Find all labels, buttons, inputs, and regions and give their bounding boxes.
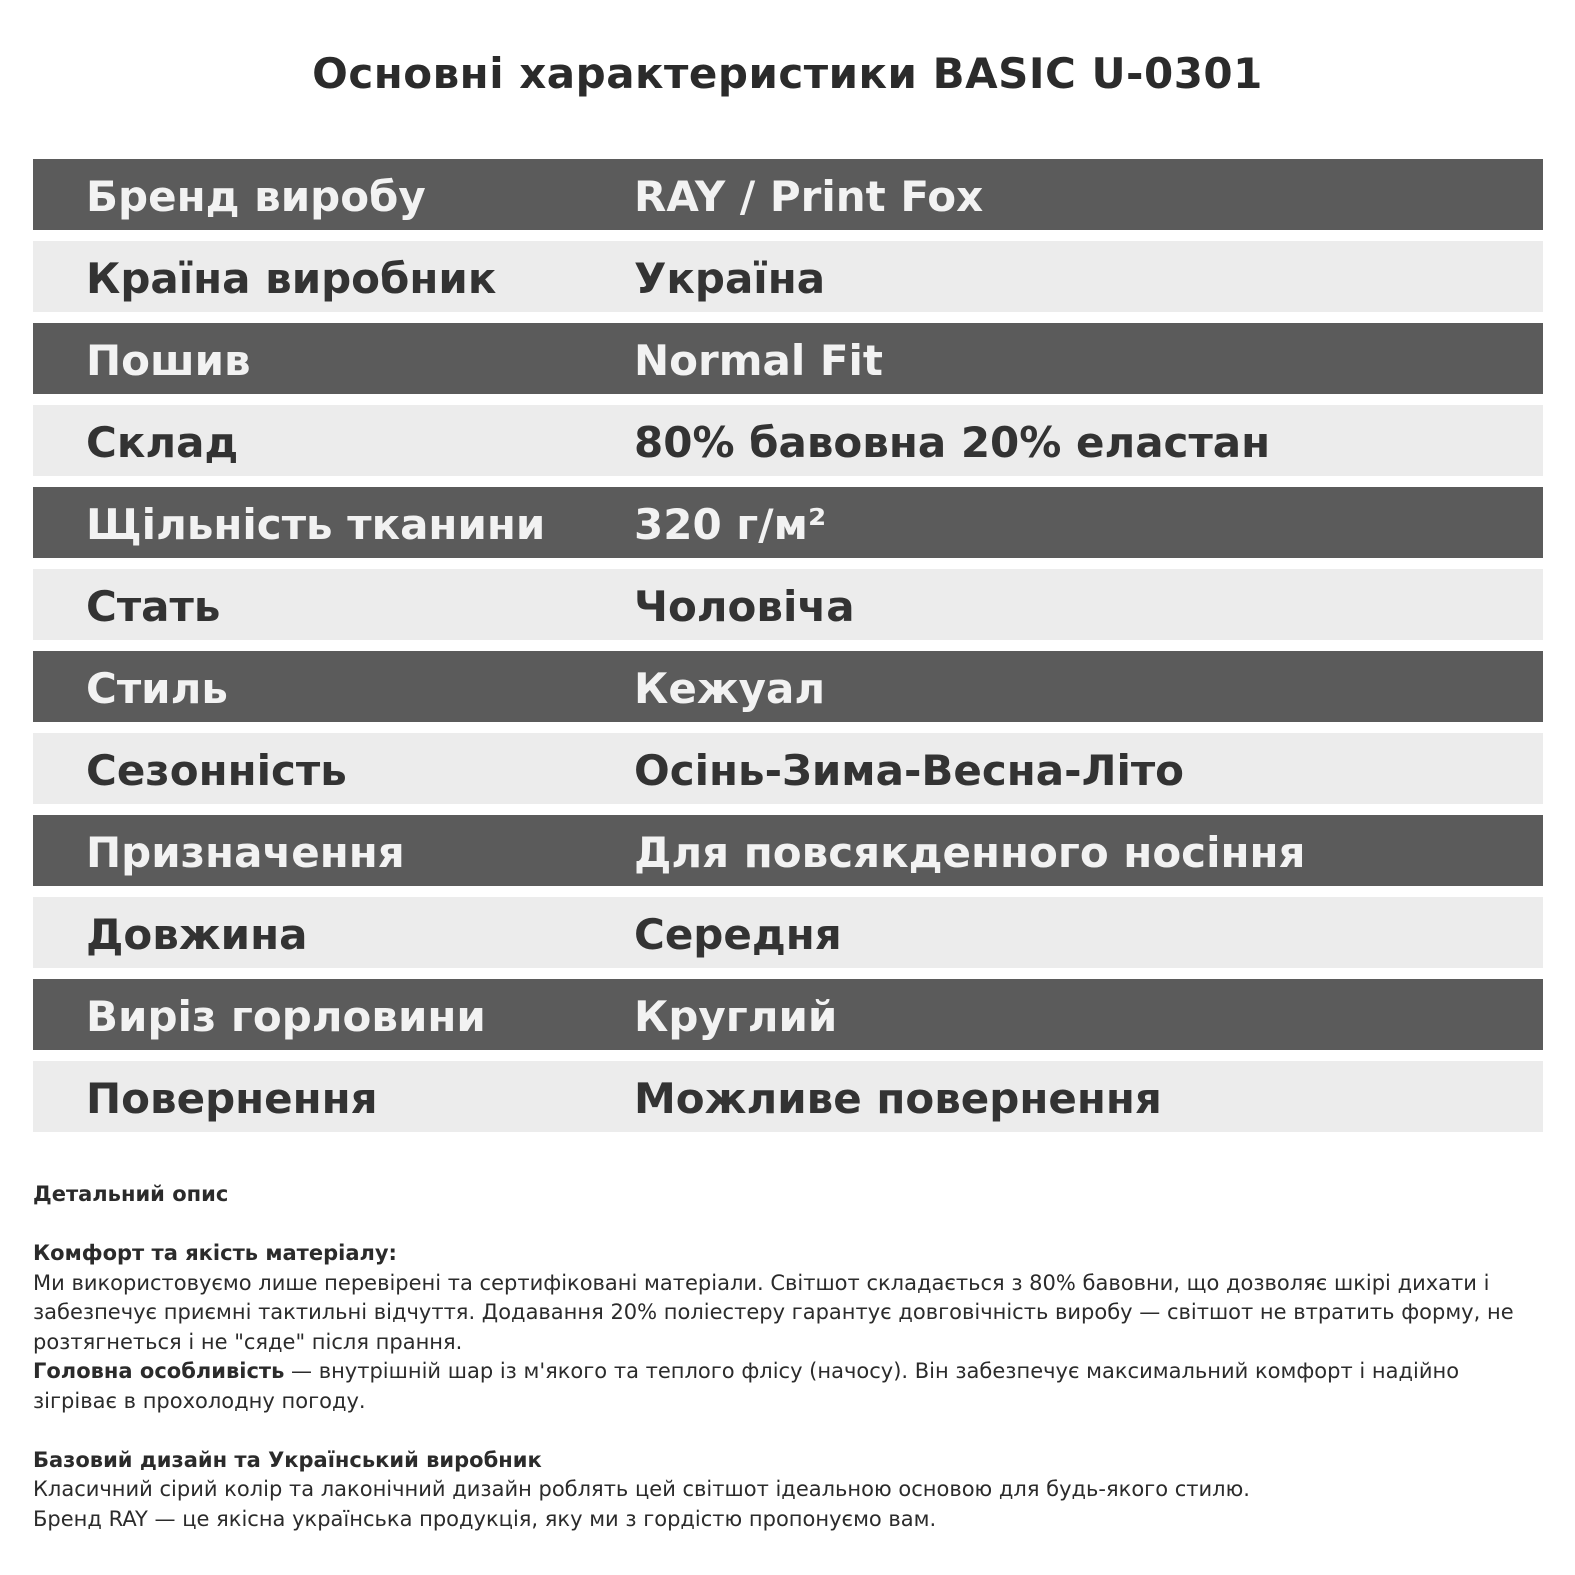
spec-row-gender xyxy=(33,569,1543,640)
spec-label: Пошив xyxy=(86,336,251,385)
spec-label: Сезонність xyxy=(86,746,347,795)
spec-row-season xyxy=(33,733,1543,804)
spec-value: Середня xyxy=(634,910,842,959)
spec-row-brand xyxy=(33,159,1543,230)
spec-value: Україна xyxy=(634,254,826,303)
spec-label: Бренд виробу xyxy=(86,172,426,221)
spec-row-composition xyxy=(33,405,1543,476)
spec-row-fit xyxy=(33,323,1543,394)
spec-label: Довжина xyxy=(86,910,308,959)
comfort-heading: Комфорт та якість матеріалу: xyxy=(33,1241,397,1265)
spec-value: Осінь-Зима-Весна-Літо xyxy=(634,746,1185,795)
spec-value: 320 г/м² xyxy=(634,500,827,549)
design-text-2: Бренд RAY — це якісна українська продукція, яку ми з гордістю пропонуємо вам. xyxy=(33,1506,937,1531)
spec-value: Кежуал xyxy=(634,664,826,713)
feature-text: — внутрішній шар із м'якого та теплого флісу (начосу). Він забезпечує максимальний комфорт і надійно зігріває в прохолодну погоду. xyxy=(33,1359,1460,1413)
spec-value: Можливе повернення xyxy=(634,1074,1162,1123)
spec-table xyxy=(33,159,1543,1143)
spec-value: Круглий xyxy=(634,992,838,1041)
spec-label: Призначення xyxy=(86,828,405,877)
spec-row-style xyxy=(33,651,1543,722)
page-title: Основні характеристики BASIC U-0301 xyxy=(312,49,1263,98)
spec-value: RAY / Print Fox xyxy=(634,172,984,221)
spec-value: Normal Fit xyxy=(634,336,884,385)
spec-row-neckline xyxy=(33,979,1543,1050)
description-heading: Детальний опис xyxy=(33,1182,229,1206)
spec-label: Щільність тканини xyxy=(86,500,546,549)
spec-value: Для повсякденного носіння xyxy=(634,828,1306,877)
spec-label: Виріз горловини xyxy=(86,992,486,1041)
spec-label: Стать xyxy=(86,582,221,631)
spec-value: Чоловіча xyxy=(634,582,855,631)
spec-row-return xyxy=(33,1061,1543,1132)
spec-label: Країна виробник xyxy=(86,254,497,303)
spec-label: Повернення xyxy=(86,1074,378,1123)
comfort-text: Ми використовуємо лише перевірені та сертифіковані матеріали. Світшот складається з 80% бавовни, що дозволяє шкірі дихати і забезпечує приємні тактильні відчуття. Додавання 20% поліестеру гарантує довговічність виробу — світшот не втратить форму, не розтягнеться і не "сяде" після прання. xyxy=(33,1270,1514,1354)
spec-row-length xyxy=(33,897,1543,968)
design-heading: Базовий дизайн та Український виробник xyxy=(33,1447,542,1472)
spec-row-density xyxy=(33,487,1543,558)
design-text-1: Класичний сірий колір та лаконічний дизайн роблять цей світшот ідеальною основою для будь-якого стилю. xyxy=(33,1477,1250,1501)
spec-label: Склад xyxy=(86,418,239,467)
description-section xyxy=(33,1180,1543,1534)
feature-bold: Головна особливість xyxy=(33,1359,285,1383)
spec-row-country xyxy=(33,241,1543,312)
spec-label: Стиль xyxy=(86,664,228,713)
spec-row-purpose xyxy=(33,815,1543,886)
spec-value: 80% бавовна 20% еластан xyxy=(634,418,1271,467)
feature-paragraph xyxy=(33,1357,1543,1416)
